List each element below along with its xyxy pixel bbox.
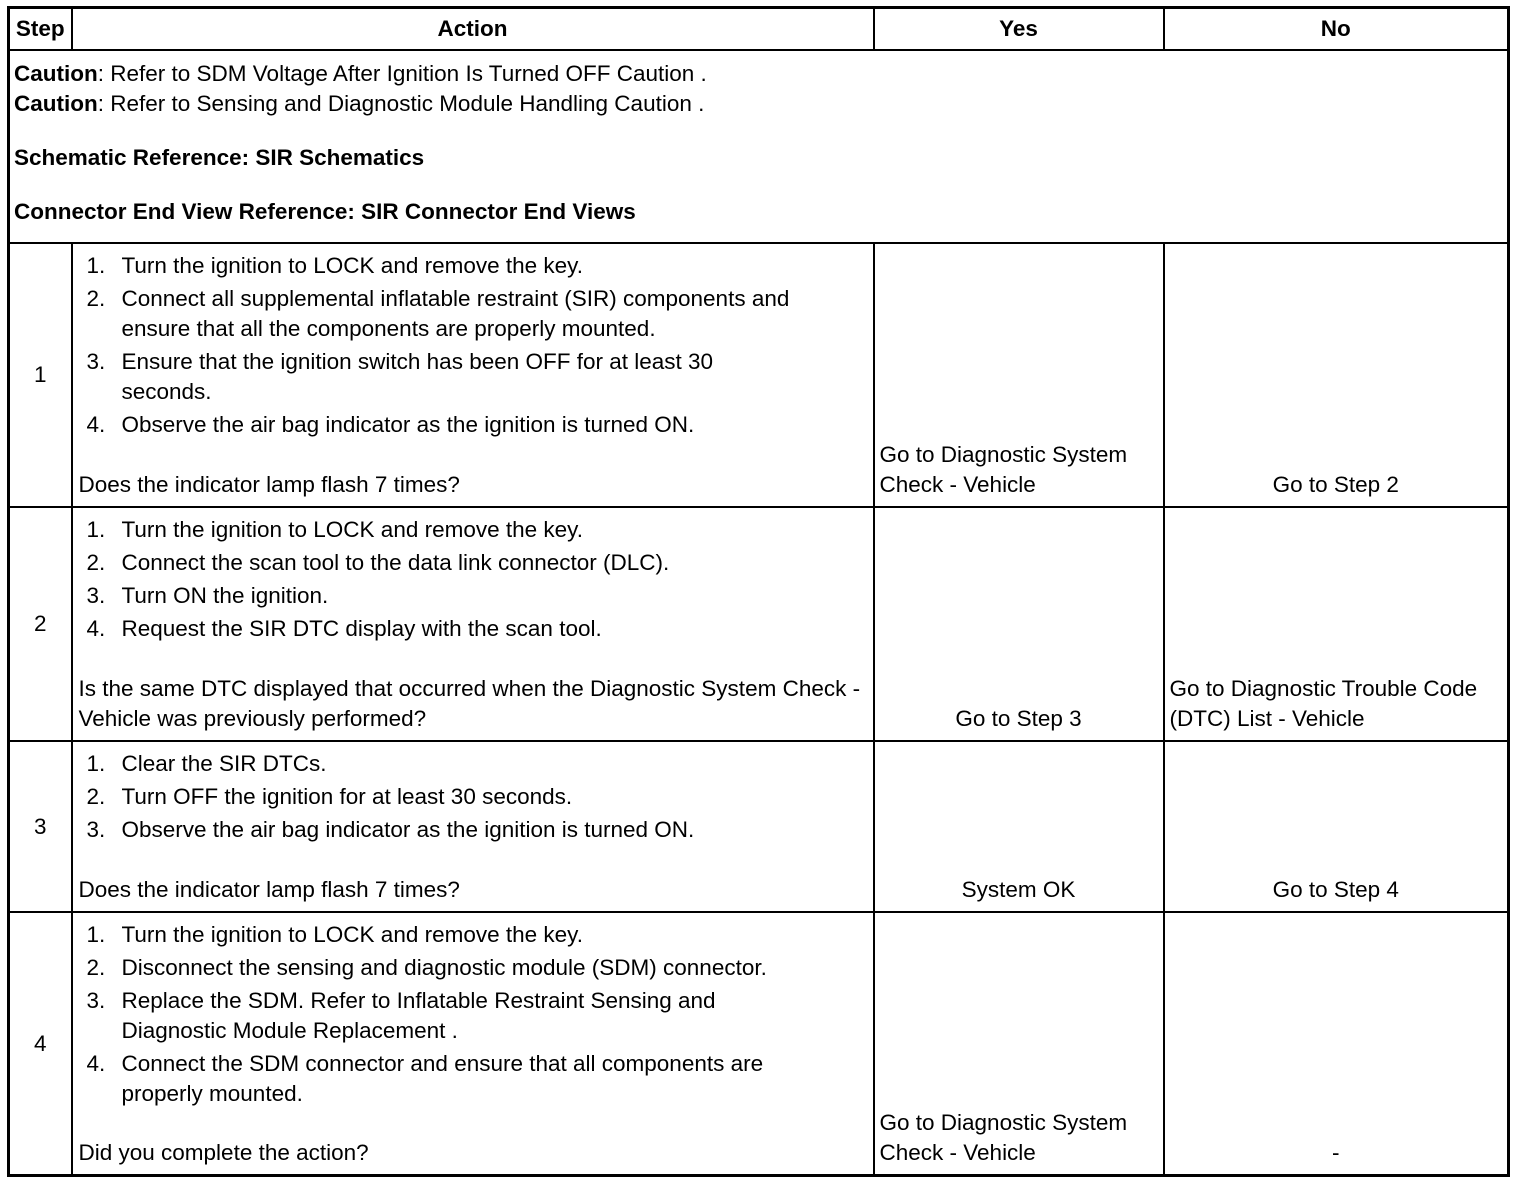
step-number: 2 xyxy=(9,507,72,741)
yes-result: Go to Diagnostic System Check - Vehicle xyxy=(874,912,1164,1176)
yes-result: Go to Diagnostic System Check - Vehicle xyxy=(874,243,1164,507)
column-header-no: No xyxy=(1164,8,1509,51)
action-question: Does the indicator lamp flash 7 times? xyxy=(78,877,460,902)
no-result: Go to Step 2 xyxy=(1164,243,1509,507)
caution-label: Caution xyxy=(14,61,98,86)
action-question: Does the indicator lamp flash 7 times? xyxy=(78,472,460,497)
column-header-yes: Yes xyxy=(874,8,1164,51)
caution-line-1 xyxy=(14,59,1503,89)
step-number: 4 xyxy=(9,912,72,1176)
action-step-item: 2. Connect the scan tool to the data link connector (DLC). xyxy=(86,550,670,575)
yes-result: Go to Step 3 xyxy=(874,507,1164,741)
action-question: Did you complete the action? xyxy=(78,1140,369,1165)
action-step-item: 1. Clear the SIR DTCs. xyxy=(86,751,327,776)
action-step-item: 3. Turn ON the ignition. xyxy=(86,583,329,608)
action-step-item: 3. Replace the SDM. Refer to Inflatable Restraint Sensing and Diagnostic Module Replacement . xyxy=(86,988,716,1043)
reference-cell xyxy=(9,50,1509,243)
reference-row xyxy=(9,50,1509,243)
action-steps xyxy=(79,920,867,1109)
table-row xyxy=(9,741,1509,912)
table-row xyxy=(9,507,1509,741)
action-step-item: 2. Turn OFF the ignition for at least 30 seconds. xyxy=(86,784,573,809)
action-step-item: 1. Turn the ignition to LOCK and remove the key. xyxy=(86,253,583,278)
action-cell xyxy=(72,507,874,741)
connector-end-view-reference: Connector End View Reference: SIR Connector End Views xyxy=(14,199,636,224)
column-header-step: Step xyxy=(9,8,72,51)
no-result: Go to Diagnostic Trouble Code (DTC) List - Vehicle xyxy=(1164,507,1509,741)
action-steps xyxy=(79,251,867,440)
action-cell xyxy=(72,741,874,912)
action-steps xyxy=(79,515,867,644)
table-row xyxy=(9,243,1509,507)
action-step-item: 2. Connect all supplemental inflatable restraint (SIR) components and ensure that all the components are properly mounted. xyxy=(86,286,790,341)
caution-line-2 xyxy=(14,89,1503,119)
action-step-item: 3. Ensure that the ignition switch has been OFF for at least 30 seconds. xyxy=(86,349,714,404)
table-header-row xyxy=(9,8,1509,51)
action-cell xyxy=(72,912,874,1176)
action-cell xyxy=(72,243,874,507)
action-step-item: 3. Observe the air bag indicator as the ignition is turned ON. xyxy=(86,817,695,842)
action-question: Is the same DTC displayed that occurred when the Diagnostic System Check - Vehicle was previously performed? xyxy=(78,676,861,731)
yes-result: System OK xyxy=(874,741,1164,912)
schematic-reference: Schematic Reference: SIR Schematics xyxy=(14,145,425,170)
action-step-item: 1. Turn the ignition to LOCK and remove the key. xyxy=(86,517,583,542)
column-header-action: Action xyxy=(72,8,874,51)
no-result: Go to Step 4 xyxy=(1164,741,1509,912)
action-step-item: 4. Connect the SDM connector and ensure that all components are properly mounted. xyxy=(86,1051,764,1106)
action-step-item: 4. Request the SIR DTC display with the scan tool. xyxy=(86,616,602,641)
caution-text: : Refer to SDM Voltage After Ignition Is Turned OFF Caution . xyxy=(97,61,707,86)
action-steps xyxy=(79,749,867,845)
diagnostic-table xyxy=(7,6,1510,1177)
action-step-item: 2. Disconnect the sensing and diagnostic module (SDM) connector. xyxy=(86,955,767,980)
action-step-item: 1. Turn the ignition to LOCK and remove the key. xyxy=(86,922,583,947)
step-number: 1 xyxy=(9,243,72,507)
action-step-item: 4. Observe the air bag indicator as the ignition is turned ON. xyxy=(86,412,695,437)
step-number: 3 xyxy=(9,741,72,912)
caution-label: Caution xyxy=(14,91,98,116)
no-result: - xyxy=(1164,912,1509,1176)
table-row xyxy=(9,912,1509,1176)
caution-text: : Refer to Sensing and Diagnostic Module Handling Caution . xyxy=(97,91,705,116)
